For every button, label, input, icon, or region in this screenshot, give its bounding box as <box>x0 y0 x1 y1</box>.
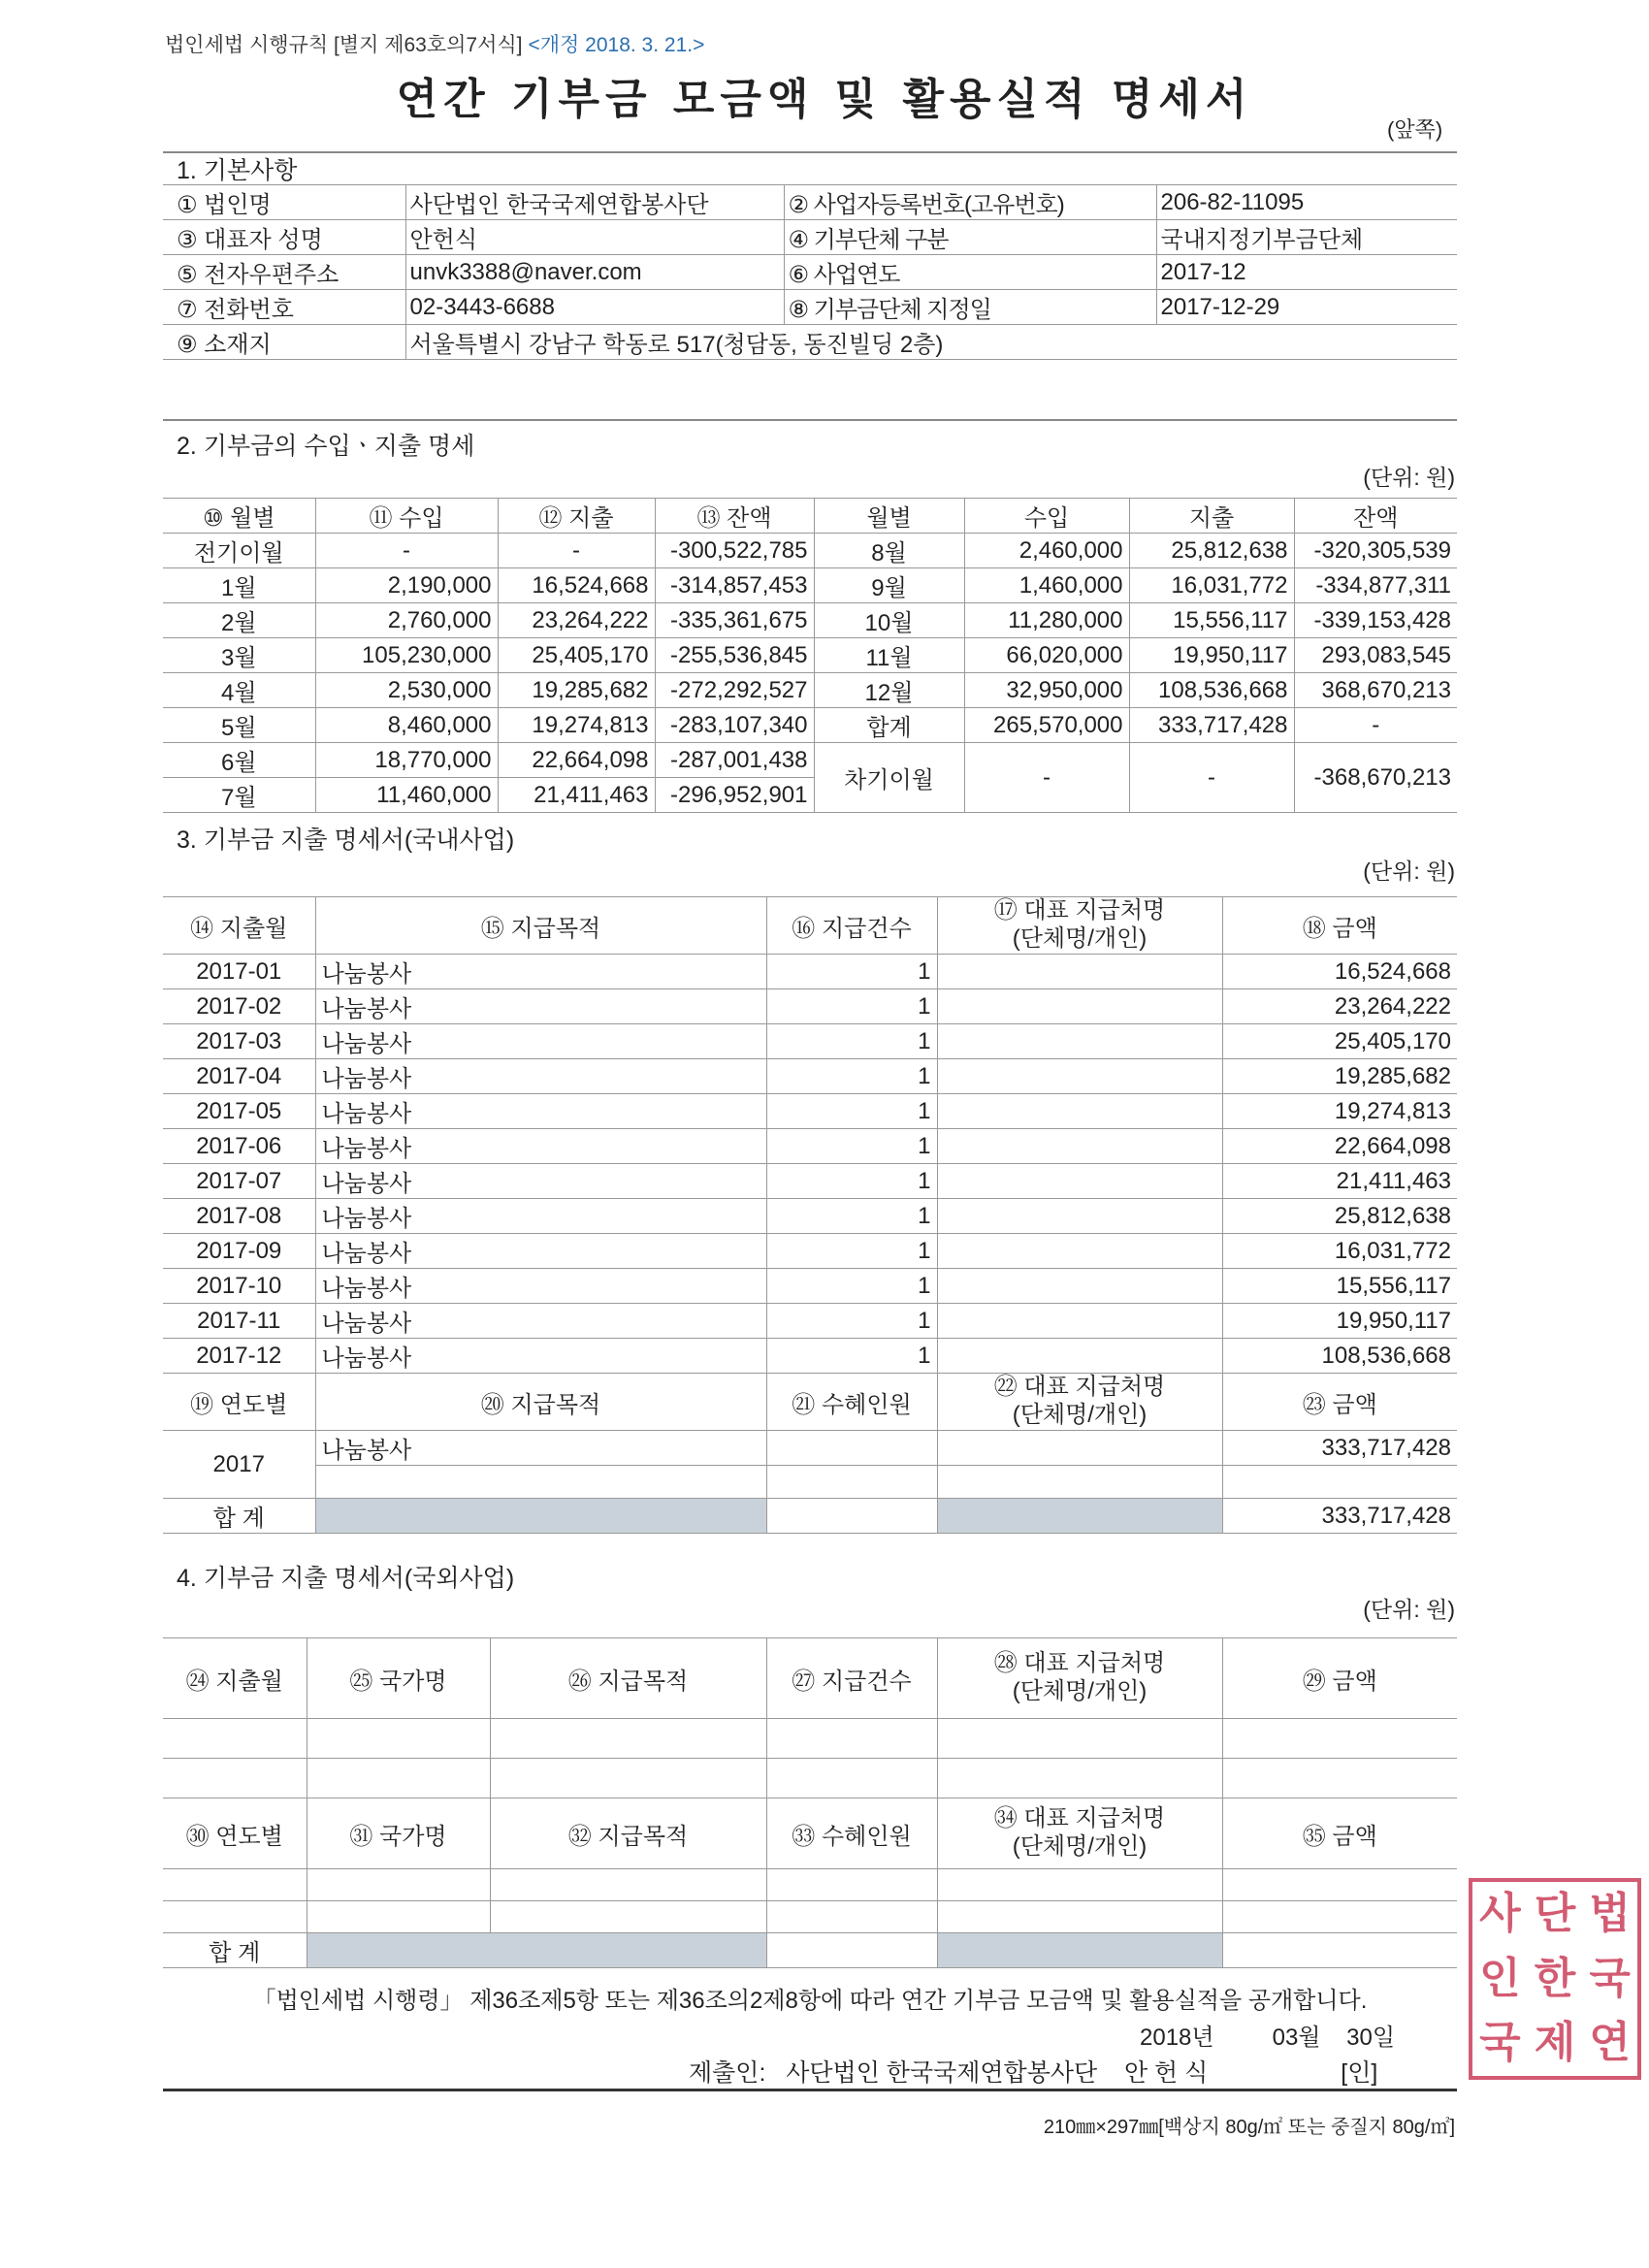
table-cell: 1월 <box>163 568 315 603</box>
table-cell: 9월 <box>814 568 964 603</box>
table-cell <box>1222 1719 1457 1759</box>
basic-info-row <box>163 255 1457 290</box>
field-label: ④ 기부단체 구분 <box>784 220 1156 255</box>
section-income-title: 2. 기부금의 수입ㆍ지출 명세 <box>177 433 475 460</box>
table-cell: 2017-12 <box>163 1339 315 1374</box>
table-cell <box>937 1094 1222 1129</box>
submitter-org: 사단법인 한국국제연합봉사단 <box>786 2059 1098 2087</box>
table-cell: 1 <box>766 1129 937 1164</box>
header-text: ㉘ 대표 지급처명 <box>993 1650 1166 1677</box>
table-cell: 32,950,000 <box>964 673 1129 708</box>
table-cell: 16,031,772 <box>1129 568 1294 603</box>
column-header: ㉗ 지급건수 <box>766 1638 937 1719</box>
table-cell <box>937 1431 1222 1466</box>
domestic-expense-table <box>163 896 1457 1534</box>
table-cell: 2017-02 <box>163 989 315 1024</box>
table-cell: 1 <box>766 989 937 1024</box>
column-header: ㉓ 금액 <box>1222 1374 1457 1431</box>
column-header: 월별 <box>814 499 964 534</box>
table-row <box>163 708 1457 743</box>
table-cell <box>315 1466 766 1499</box>
submitter-label: 제출인: <box>689 2059 766 2087</box>
empty-row <box>163 1759 1457 1798</box>
seal-mark: [인] <box>1341 2059 1378 2087</box>
table-cell: 2,460,000 <box>964 534 1129 568</box>
table-cell: 8월 <box>814 534 964 568</box>
table-cell <box>1222 1759 1457 1798</box>
expense-row <box>163 955 1457 989</box>
field-value: 국내지정기부금단체 <box>1156 220 1457 255</box>
table-cell: 333,717,428 <box>1129 708 1294 743</box>
table-cell: -335,361,675 <box>655 603 814 638</box>
revision-date: <개정 2018. 3. 21.> <box>528 34 705 56</box>
stamp-glyph: 인 <box>1479 1954 1521 2002</box>
table-cell <box>937 1164 1222 1199</box>
field-value: 02-3443-6688 <box>405 290 784 325</box>
header-text: ⑰ 대표 지급처명 <box>993 897 1166 924</box>
header-row <box>163 499 1457 534</box>
table-cell: 나눔봉사 <box>315 1234 766 1269</box>
column-header: ⑮ 지급목적 <box>315 897 766 955</box>
table-row <box>163 673 1457 708</box>
table-cell <box>1222 1901 1457 1933</box>
table-cell: -272,292,527 <box>655 673 814 708</box>
shaded-cell <box>315 1499 766 1534</box>
expense-row <box>163 1164 1457 1199</box>
header-subtext: (단체명/개인) <box>1012 1833 1148 1860</box>
column-header: ⑬ 잔액 <box>655 499 814 534</box>
field-label: ⑥ 사업연도 <box>784 255 1156 290</box>
column-header: ⑳ 지급목적 <box>315 1374 766 1431</box>
overseas-unit: (단위: 원) <box>1363 1597 1455 1622</box>
table-cell <box>937 1869 1222 1901</box>
page-side-label: (앞쪽) <box>1387 117 1443 142</box>
stamp-glyph: 사 <box>1479 1890 1521 1937</box>
table-cell: 2017-07 <box>163 1164 315 1199</box>
expense-row <box>163 1024 1457 1059</box>
column-header <box>937 1798 1222 1869</box>
table-cell: 333,717,428 <box>1222 1431 1457 1466</box>
header-row <box>163 1638 1457 1719</box>
table-cell <box>766 1719 937 1759</box>
table-cell: 16,031,772 <box>1222 1234 1457 1269</box>
table-cell: 3월 <box>163 638 315 673</box>
table-cell: 23,264,222 <box>498 603 655 638</box>
table-cell: 25,812,638 <box>1129 534 1294 568</box>
table-cell: 1 <box>766 1024 937 1059</box>
column-header: ⑱ 금액 <box>1222 897 1457 955</box>
table-cell <box>937 1199 1222 1234</box>
table-cell: 7월 <box>163 778 315 813</box>
table-cell <box>163 1759 307 1798</box>
table-cell <box>163 1901 307 1933</box>
table-cell: 1,460,000 <box>964 568 1129 603</box>
table-cell <box>766 1901 937 1933</box>
table-cell: 23,264,222 <box>1222 989 1457 1024</box>
table-row <box>163 568 1457 603</box>
table-cell: 8,460,000 <box>315 708 498 743</box>
table-cell: 19,274,813 <box>498 708 655 743</box>
table-cell <box>163 1869 307 1901</box>
section-domestic-title: 3. 기부금 지출 명세서(국내사업) <box>177 826 515 854</box>
table-cell <box>937 1024 1222 1059</box>
table-cell: 108,536,668 <box>1129 673 1294 708</box>
shaded-cell <box>307 1933 766 1968</box>
basic-info-row <box>163 290 1457 325</box>
submission-date <box>1140 2018 1395 2052</box>
year-cell: 2017 <box>163 1431 315 1499</box>
table-cell <box>937 1059 1222 1094</box>
table-cell: 265,570,000 <box>964 708 1129 743</box>
table-cell: 21,411,463 <box>498 778 655 813</box>
table-row <box>163 638 1457 673</box>
stamp-glyph: 법 <box>1589 1890 1631 1937</box>
table-cell <box>937 955 1222 989</box>
table-row <box>163 1466 1457 1499</box>
total-row <box>163 1499 1457 1534</box>
page-title: 연간 기부금 모금액 및 활용실적 명세서 <box>396 75 1253 124</box>
table-cell: 합계 <box>814 708 964 743</box>
stamp-glyph: 제 <box>1534 2019 1576 2067</box>
column-header: 수입 <box>964 499 1129 534</box>
table-cell: - <box>498 534 655 568</box>
table-cell: 전기이월 <box>163 534 315 568</box>
table-cell: 나눔봉사 <box>315 1059 766 1094</box>
table-cell: 293,083,545 <box>1294 638 1457 673</box>
table-cell <box>307 1719 490 1759</box>
field-value: 206-82-11095 <box>1156 185 1457 220</box>
table-cell: 21,411,463 <box>1222 1164 1457 1199</box>
field-label: ① 법인명 <box>163 185 405 220</box>
field-label: ③ 대표자 성명 <box>163 220 405 255</box>
table-row <box>163 603 1457 638</box>
header-subtext: (단체명/개인) <box>1012 1678 1148 1704</box>
expense-row <box>163 1269 1457 1304</box>
table-cell: 2017-03 <box>163 1024 315 1059</box>
basic-info-row <box>163 220 1457 255</box>
table-cell: 2017-11 <box>163 1304 315 1339</box>
table-cell: 1 <box>766 955 937 989</box>
column-header <box>937 1638 1222 1719</box>
income-expense-table <box>163 498 1457 813</box>
table-cell <box>490 1901 766 1933</box>
carry-forward-cell: - <box>1129 743 1294 813</box>
total-amount: 333,717,428 <box>1222 1499 1457 1534</box>
carry-forward-cell: -368,670,213 <box>1294 743 1457 813</box>
expense-row <box>163 1339 1457 1374</box>
header-subtext: (단체명/개인) <box>1012 1402 1148 1428</box>
table-cell: 1 <box>766 1094 937 1129</box>
date-month: 03월 <box>1272 2025 1321 2051</box>
table-cell <box>490 1719 766 1759</box>
field-label: ⑧ 기부금단체 지정일 <box>784 290 1156 325</box>
table-cell: 19,274,813 <box>1222 1094 1457 1129</box>
expense-row <box>163 1094 1457 1129</box>
total-row <box>163 1933 1457 1968</box>
field-label: ② 사업자등록번호(고유번호) <box>784 185 1156 220</box>
table-cell: 11,460,000 <box>315 778 498 813</box>
table-cell: 2017-09 <box>163 1234 315 1269</box>
field-value: unvk3388@naver.com <box>405 255 784 290</box>
table-cell: - <box>1294 708 1457 743</box>
table-cell: 5월 <box>163 708 315 743</box>
column-header: ㉚ 연도별 <box>163 1798 307 1869</box>
table-cell <box>766 1869 937 1901</box>
total-label: 합 계 <box>163 1933 307 1968</box>
column-header <box>937 1374 1222 1431</box>
table-cell <box>937 1129 1222 1164</box>
header-subtext: (단체명/개인) <box>1012 925 1148 952</box>
field-value: 서울특별시 강남구 학동로 517(청담동, 동진빌딩 2층) <box>405 325 1457 360</box>
header-row <box>163 1798 1457 1869</box>
field-label: ⑨ 소재지 <box>163 325 405 360</box>
table-cell <box>307 1901 490 1933</box>
header-row <box>163 1374 1457 1431</box>
basic-info-row <box>163 185 1457 220</box>
table-cell: 11,280,000 <box>964 603 1129 638</box>
table-cell: -334,877,311 <box>1294 568 1457 603</box>
table-cell <box>937 1901 1222 1933</box>
table-cell <box>490 1869 766 1901</box>
table-cell: 6월 <box>163 743 315 778</box>
table-cell: - <box>315 534 498 568</box>
column-header: ㉛ 국가명 <box>307 1798 490 1869</box>
table-cell: 1 <box>766 1269 937 1304</box>
divider <box>163 2089 1457 2091</box>
table-cell: 2월 <box>163 603 315 638</box>
table-row <box>163 1431 1457 1466</box>
expense-row <box>163 1304 1457 1339</box>
table-cell: 108,536,668 <box>1222 1339 1457 1374</box>
table-cell <box>766 1499 937 1534</box>
table-cell <box>937 1269 1222 1304</box>
expense-row <box>163 1059 1457 1094</box>
empty-row <box>163 1869 1457 1901</box>
header-text: ㉒ 대표 지급처명 <box>993 1374 1166 1401</box>
table-cell: 15,556,117 <box>1222 1269 1457 1304</box>
header-row <box>163 897 1457 955</box>
table-cell: 나눔봉사 <box>315 1304 766 1339</box>
table-cell: 25,405,170 <box>498 638 655 673</box>
table-cell <box>937 1234 1222 1269</box>
empty-row <box>163 1719 1457 1759</box>
field-label: ⑦ 전화번호 <box>163 290 405 325</box>
field-value: 안헌식 <box>405 220 784 255</box>
carry-forward-cell: - <box>964 743 1129 813</box>
stamp-glyph: 국 <box>1479 2019 1521 2067</box>
table-cell: 105,230,000 <box>315 638 498 673</box>
paper-spec: 210㎜×297㎜[백상지 80g/㎡ 또는 중질지 80g/㎡] <box>1043 2117 1455 2138</box>
table-cell: 25,405,170 <box>1222 1024 1457 1059</box>
empty-row <box>163 1901 1457 1933</box>
table-cell: 2017-05 <box>163 1094 315 1129</box>
column-header: ⑫ 지출 <box>498 499 655 534</box>
column-header: ⑲ 연도별 <box>163 1374 315 1431</box>
table-cell: 나눔봉사 <box>315 1164 766 1199</box>
column-header: ㉖ 지급목적 <box>490 1638 766 1719</box>
table-cell: 2017-04 <box>163 1059 315 1094</box>
table-cell <box>307 1759 490 1798</box>
column-header: 잔액 <box>1294 499 1457 534</box>
column-header: ㉟ 금액 <box>1222 1798 1457 1869</box>
divider <box>163 151 1457 153</box>
table-cell: 1 <box>766 1234 937 1269</box>
expense-row <box>163 1129 1457 1164</box>
table-cell: 나눔봉사 <box>315 1129 766 1164</box>
table-cell <box>937 989 1222 1024</box>
shaded-cell <box>937 1499 1222 1534</box>
table-cell: -255,536,845 <box>655 638 814 673</box>
table-cell: -339,153,428 <box>1294 603 1457 638</box>
submitter-name: 안 헌 식 <box>1123 2059 1209 2087</box>
table-cell: 66,020,000 <box>964 638 1129 673</box>
table-cell: 19,285,682 <box>498 673 655 708</box>
column-header: ㉑ 수혜인원 <box>766 1374 937 1431</box>
table-cell: 2,190,000 <box>315 568 498 603</box>
table-cell <box>766 1933 937 1968</box>
table-cell: 2017-10 <box>163 1269 315 1304</box>
table-cell <box>766 1431 937 1466</box>
table-row <box>163 534 1457 568</box>
table-cell: 1 <box>766 1304 937 1339</box>
table-cell: 22,664,098 <box>1222 1129 1457 1164</box>
form-id-text: 법인세법 시행규칙 [별지 제63호의7서식] <box>165 34 523 56</box>
table-cell: 나눔봉사 <box>315 955 766 989</box>
table-cell: 나눔봉사 <box>315 1094 766 1129</box>
table-cell: 12월 <box>814 673 964 708</box>
column-header: ⑪ 수입 <box>315 499 498 534</box>
column-header <box>937 897 1222 955</box>
disclosure-statement: 「법인세법 시행령」 제36조제5항 또는 제36조의2제8항에 따라 연간 기부금 모금액 및 활용실적을 공개합니다. <box>252 1988 1368 2014</box>
carry-forward-cell: 차기이월 <box>814 743 964 813</box>
field-value: 2017-12-29 <box>1156 290 1457 325</box>
header-text: ㉞ 대표 지급처명 <box>993 1805 1166 1832</box>
table-cell: 2017-08 <box>163 1199 315 1234</box>
stamp-glyph: 국 <box>1589 1954 1631 2002</box>
expense-row <box>163 1199 1457 1234</box>
total-label: 합 계 <box>163 1499 315 1534</box>
column-header: ㉙ 금액 <box>1222 1638 1457 1719</box>
table-cell: 25,812,638 <box>1222 1199 1457 1234</box>
table-cell: -287,001,438 <box>655 743 814 778</box>
table-cell: 4월 <box>163 673 315 708</box>
table-cell: 2017-06 <box>163 1129 315 1164</box>
column-header: ⑯ 지급건수 <box>766 897 937 955</box>
table-cell: 나눔봉사 <box>315 1024 766 1059</box>
table-cell <box>937 1304 1222 1339</box>
table-cell: -296,952,901 <box>655 778 814 813</box>
table-cell: 나눔봉사 <box>315 1431 766 1466</box>
table-cell: 19,950,117 <box>1222 1304 1457 1339</box>
table-cell <box>1222 1466 1457 1499</box>
submitter <box>689 2054 1377 2089</box>
table-cell: 나눔봉사 <box>315 989 766 1024</box>
table-cell: 19,950,117 <box>1129 638 1294 673</box>
column-header: 지출 <box>1129 499 1294 534</box>
table-cell <box>937 1759 1222 1798</box>
table-cell: 10월 <box>814 603 964 638</box>
table-cell: 2017-01 <box>163 955 315 989</box>
column-header: ㉔ 지출월 <box>163 1638 307 1719</box>
divider <box>163 419 1457 421</box>
table-cell: 2,760,000 <box>315 603 498 638</box>
column-header: ⑩ 월별 <box>163 499 315 534</box>
table-cell <box>766 1466 937 1499</box>
table-cell: 1 <box>766 1164 937 1199</box>
table-cell: 1 <box>766 1199 937 1234</box>
field-value: 2017-12 <box>1156 255 1457 290</box>
domestic-unit: (단위: 원) <box>1363 859 1455 884</box>
section-overseas-title: 4. 기부금 지출 명세서(국외사업) <box>177 1565 515 1592</box>
form-identifier <box>165 29 704 58</box>
table-cell <box>307 1869 490 1901</box>
income-unit: (단위: 원) <box>1363 465 1455 490</box>
table-cell: 2,530,000 <box>315 673 498 708</box>
table-cell <box>937 1339 1222 1374</box>
table-cell: 나눔봉사 <box>315 1199 766 1234</box>
table-cell: -320,305,539 <box>1294 534 1457 568</box>
table-cell: 16,524,668 <box>1222 955 1457 989</box>
table-cell: 22,664,098 <box>498 743 655 778</box>
column-header: ㉜ 지급목적 <box>490 1798 766 1869</box>
table-cell: 15,556,117 <box>1129 603 1294 638</box>
table-cell: 1 <box>766 1339 937 1374</box>
table-cell: 나눔봉사 <box>315 1269 766 1304</box>
table-cell: 368,670,213 <box>1294 673 1457 708</box>
column-header: ⑭ 지출월 <box>163 897 315 955</box>
shaded-cell <box>937 1933 1222 1968</box>
overseas-expense-table <box>163 1637 1457 1968</box>
date-day: 30일 <box>1346 2025 1396 2051</box>
table-cell: 18,770,000 <box>315 743 498 778</box>
table-cell: 19,285,682 <box>1222 1059 1457 1094</box>
table-cell <box>490 1759 766 1798</box>
table-cell <box>1222 1869 1457 1901</box>
table-cell: -300,522,785 <box>655 534 814 568</box>
table-cell: 1 <box>766 1059 937 1094</box>
table-cell: 나눔봉사 <box>315 1339 766 1374</box>
date-year: 2018년 <box>1140 2025 1214 2051</box>
stamp-glyph: 단 <box>1534 1890 1576 1937</box>
table-cell <box>163 1719 307 1759</box>
table-cell: 16,524,668 <box>498 568 655 603</box>
table-cell <box>937 1466 1222 1499</box>
basic-info-table <box>163 184 1457 360</box>
column-header: ㉝ 수혜인원 <box>766 1798 937 1869</box>
table-cell: 11월 <box>814 638 964 673</box>
table-cell <box>937 1719 1222 1759</box>
stamp-glyph: 한 <box>1534 1954 1576 2002</box>
stamp-glyph: 연 <box>1589 2019 1631 2067</box>
column-header: ㉕ 국가명 <box>307 1638 490 1719</box>
expense-row <box>163 1234 1457 1269</box>
section-basic-title: 1. 기본사항 <box>177 157 298 184</box>
field-label: ⑤ 전자우편주소 <box>163 255 405 290</box>
table-cell <box>1222 1933 1457 1968</box>
table-cell: -314,857,453 <box>655 568 814 603</box>
table-row <box>163 743 1457 778</box>
official-seal-stamp <box>1469 1878 1641 2080</box>
field-value: 사단법인 한국국제연합봉사단 <box>405 185 784 220</box>
expense-row <box>163 989 1457 1024</box>
table-cell: -283,107,340 <box>655 708 814 743</box>
table-cell <box>766 1759 937 1798</box>
address-row <box>163 325 1457 360</box>
